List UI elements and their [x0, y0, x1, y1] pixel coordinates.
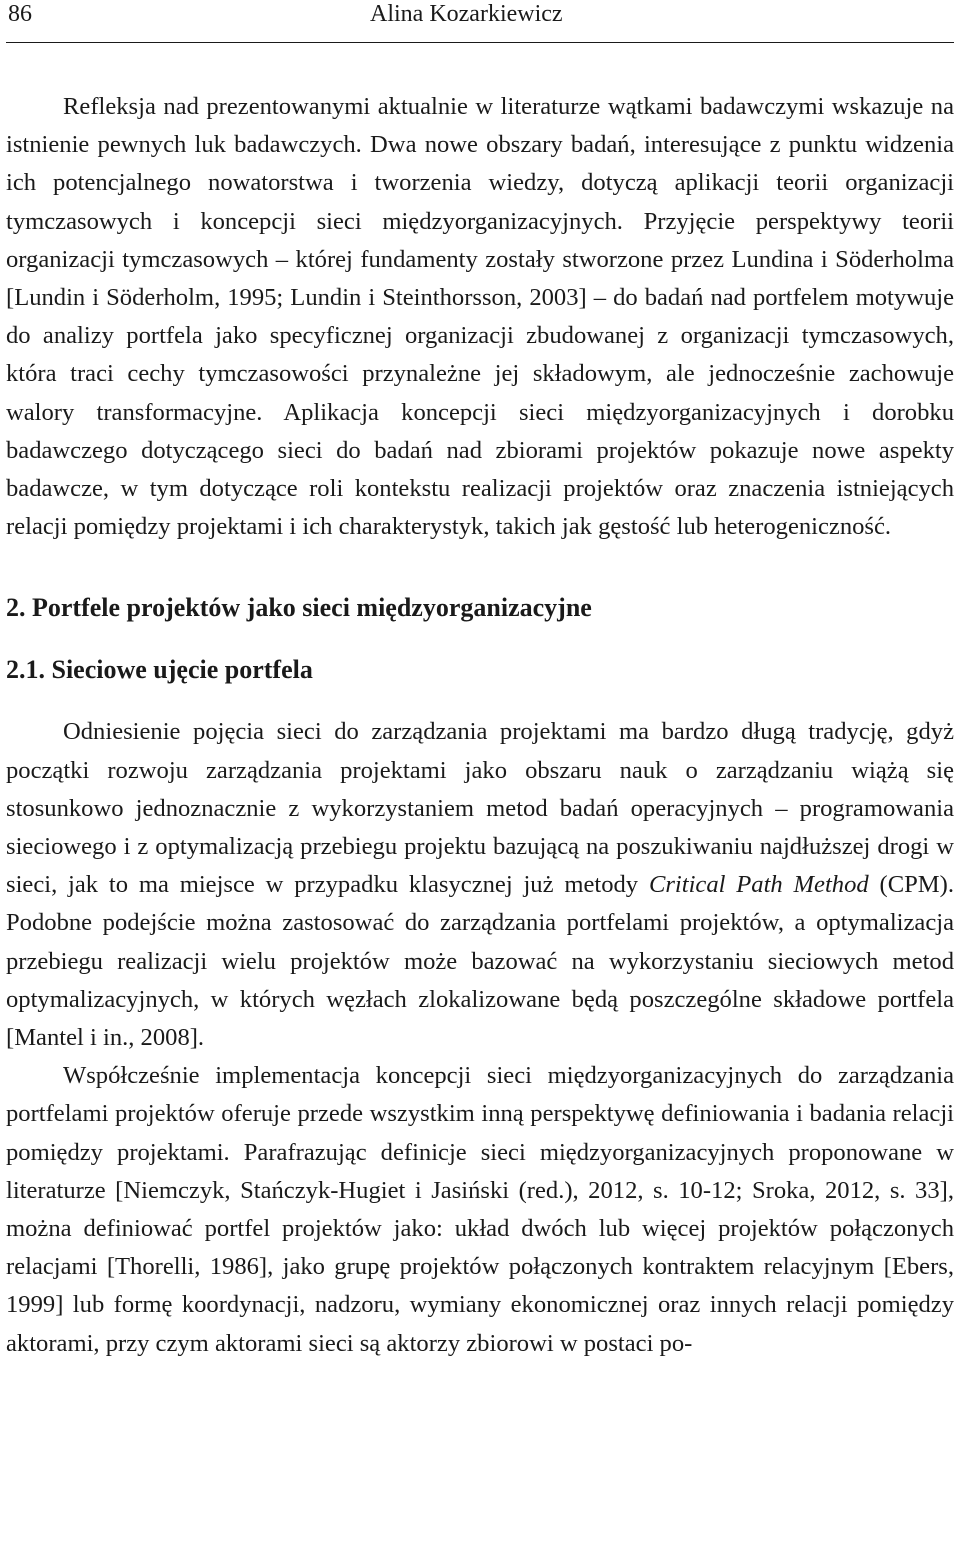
paragraph-network-tradition-text-a: Odniesienie pojęcia sieci do zarządzania projektami ma bardzo długą tradycję, gdyż początki rozwoju zarządzania projektami jako obszaru nauk o zarządzaniu wiążą się stosunkowo jednoznacznie z wykorzystaniem metod badań operacyjnych – programowania sieciowego i z optymalizacją przebiegu projektu bazującą na poszukiwaniu najdłuższej drogi w sieci, jak to ma miejsce w przypadku klasycznej już metody: [6, 718, 954, 899]
document-page: [6, 0, 954, 1363]
paragraph-network-tradition-text-b: (CPM). Podobne podejście można zastosować do zarządzania portfelami projektów, a optymalizacja przebiegu realizacji wielu projektów może bazować na wykorzystaniu sieciowych metod optymalizacyjnych, w których węzłach zlokalizowane będą poszczególne składowe portfela [Mantel i in., 2008].: [6, 871, 954, 1052]
critical-path-method-term: Critical Path Method: [648, 871, 869, 899]
paragraph-network-tradition: [6, 713, 954, 1057]
paragraph-intro-text: Refleksja nad prezentowanymi aktualnie w literaturze wątkami badawczymi wskazuje na istnienie pewnych luk badawczych. Dwa nowe obszary badań, interesujące z punktu widzenia ich potencjalnego nowatorstwa i tworzenia wiedzy, dotyczą aplikacji teorii organizacji tymczasowych i koncepcji sieci międzyorganizacyjnych. Przyjęcie perspektywy teorii organizacji tymczasowych – której fundamenty zostały stworzone przez Lundina i Söderholma [Lundin i Söderholm, 1995; Lundin i Steinthorsson, 2003] – do badań nad portfelem motywuje do analizy portfela jako specyficznej organizacji zbudowanej z organizacji tymczasowych, która traci cechy tymczasowości przynależne jej składowym, ale jednocześnie zachowuje walory transformacyjne. Aplikacja koncepcji sieci międzyorganizacyjnych i dorobku badawczego dotyczącego sieci do badań nad zbiorami projektów pokazuje nowe aspekty badawcze, w tym dotyczące roli kontekstu realizacji projektów oraz znaczenia istniejących relacji pomiędzy projektami i ich charakterystyk, takich jak gęstość lub heterogeniczność.: [6, 93, 954, 541]
section-heading-2-1: 2.1. Sieciowe ujęcie portfela: [6, 655, 313, 685]
header-divider: [6, 42, 954, 43]
paragraph-portfolio-definition-text: Współcześnie implementacja koncepcji sieci międzyorganizacyjnych do zarządzania portfelami projektów oferuje przede wszystkim inną perspektywę definiowania i badania relacji pomiędzy projektami. Parafrazując definicje sieci międzyorganizacyjnych proponowane w literaturze [Niemczyk, Stańczyk-Hugiet i Jasiński (red.), 2012, s. 10-12; Sroka, 2012, s. 33], można definiować portfel projektów jako: układ dwóch lub więcej projektów połączonych relacjami [Thorelli, 1986], jako grupę projektów połączonych kontraktem relacyjnym [Ebers, 1999] lub formę koordynacji, nadzoru, wymiany ekonomicznej oraz innych relacji pomiędzy aktorami, przy czym aktorami sieci są aktorzy zbiorowi w postaci po-: [6, 1062, 954, 1357]
running-header: [6, 0, 954, 44]
page-number: 86: [8, 1, 32, 27]
section-heading-2: 2. Portfele projektów jako sieci międzyorganizacyjne: [6, 593, 592, 623]
paragraph-portfolio-definition: [6, 1057, 954, 1363]
body-text: [6, 88, 954, 1363]
header-author: Alina Kozarkiewicz: [370, 1, 563, 27]
paragraph-intro: [6, 88, 954, 546]
